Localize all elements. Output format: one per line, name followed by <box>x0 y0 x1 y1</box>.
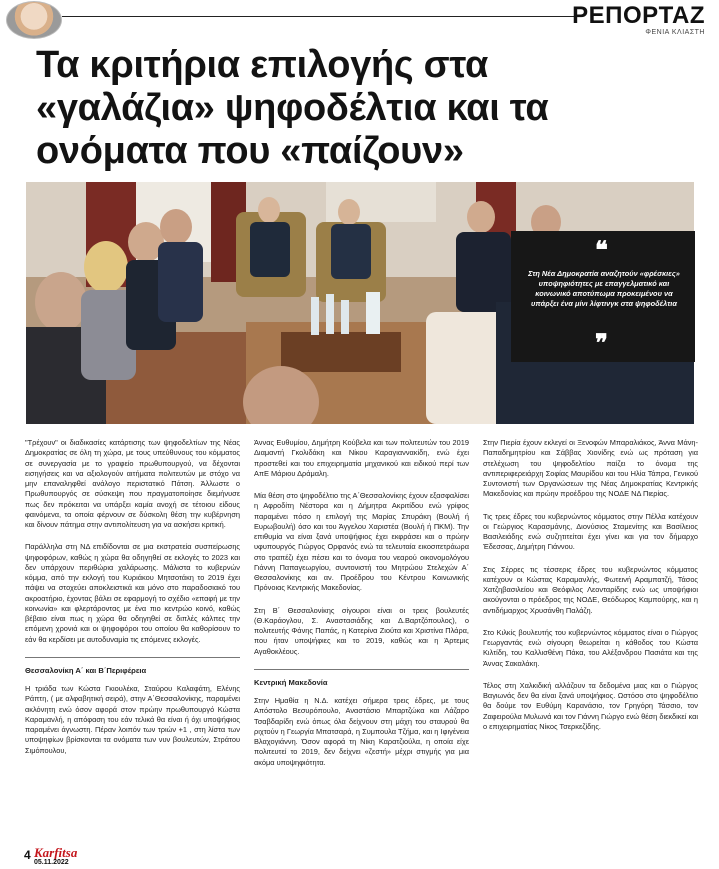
paragraph: Άννας Ευθυμίου, Δημήτρη Κούβελα και των πολιτευτών του 2019 Διαμαντή Γκολιδάκη και Νίκου Καραγιαννακίδη, ενώ έχει προστεθεί και του επιχειρηματία μηχανικού και ειδικού περί των ΑπΕ Μάριου Δράμαλη. <box>254 438 469 478</box>
paragraph: Παράλληλα στη ΝΔ επιδίδονται σε μια εκστρατεία συσπείρωσης ψηφοφόρων, καθώς η χώρα θα οδηγηθεί σε εκλογές το 2023 και δεν υπάρχουν περιθώρια χαλάρωσης. Μάλιστα το κυβερνών κόμμα, από την εκλογή του Κυριάκου Μητσοτάκη το 2019 έχει πάψει να στοχεύει αποκλειστικά και μόνο στο παραδοσιακό του ακροατήριο, έχοντας βάλει σε εφαρμογή το σχέδιο «επαφή με την κοινωνία» και φλερτάροντας με ένα πιο κεντρώο κοινό, καθώς βέβαιο είναι πως η χώρα θα οδηγηθεί σε διπλές κάλπες την επόμενη χρονιά και οι ψηφοφόροι του οποίου θα καθορίσουν το εάν θα κερδίσει με αυτοδυναμία τις επόμενες εκλογές. <box>25 542 240 644</box>
subhead: Κεντρική Μακεδονία <box>254 677 328 687</box>
article-column-3 <box>483 438 698 744</box>
publication-logo: Karfitsa <box>34 845 78 860</box>
pull-quote <box>511 231 695 362</box>
author-byline: ΦΕΝΙΑ ΚΛΙΑΣΤΗ <box>645 29 705 36</box>
issue-date: 05.11.2022 <box>34 859 69 866</box>
paragraph: Η τριάδα των Κώστα Γκιουλέκα, Σταύρου Καλαφάτη, Ελένης Ράπτη, ( με αλφαβητική σειρά), στην Α΄Θεσσαλονίκης, παραμένει ακλόνητη ενώ όσον αφορά στον πρώην πρωθυπουργό Κώστα Καραμανλή, η απόφαση του εάν τελικά θα είναι ή όχι υποψήφιος παραμένει άγνωστη. Πέραν λοιπόν των τριών +1 , στη λίστα των υποψηφίων βρίσκονται τα ονόματα των νυν βουλευτών, Στράτου Σιμόπουλου, <box>25 684 240 755</box>
author-avatar <box>6 1 62 39</box>
paragraph: Στην Πιερία έχουν εκλεγεί οι Ξενοφών Μπαραλιάκος, Άννα Μάνη-Παπαδημητρίου και Σάββας Χιονίδης ενώ ως πρόταση για στελέχωση του ψηφοδελτίου παίζει το όνομα της αντιπεριφερειάρχη Σοφίας Μαυρίδου και του Ηλία Τάπρα, Γενικού Συντονιστή των Οργανώσεων της Νέας Δημοκρατίας Κεντρικής Μακεδονίας και πρώην προέδρου της ΝΟΔΕ ΝΔ Πιερίας. <box>483 438 698 499</box>
article-column-1 <box>25 438 240 768</box>
quote-close-icon: ❞ <box>595 330 608 357</box>
page-number: 4 <box>24 848 31 862</box>
paragraph: Τέλος στη Χαλκιδική αλλάζουν τα δεδομένα μιας και ο Γιώργος Βαγιωνάς δεν θα είναι ξανά υποψήφιος. Ωστόσο στο ψηφοδέλτιο θα δούμε τον Ευθύμη Καρανάσιο, τον Γρηγόρη Τάσσιο, τον Ζαφειρούλα Μυλωνά και τον Γιάννη Γιώργο ενώ θέση διεκδικεί και ο επιχειρηματίας Νίκος Τσερκεζίδης. <box>483 680 698 731</box>
pull-quote-text: Στη Νέα Δημοκρατία αναζητούν «φρέσκιες» υποψηφιότητες με επαγγελματικό και κοινωνικό αποτύπωμα προκειμένου να υπάρξει ένα μίνι λίφτινγκ στα ψηφοδέλτια <box>528 269 680 308</box>
paragraph: Μία θέση στο ψηφοδέλτιο της Α΄Θεσσαλονίκης έχουν εξασφαλίσει η Αφροδίτη Νέστορα και η Δήμητρα Ακριτίδου ενώ γρίφος παραμένει πόσο η επιλογή της Μαρίας Σπυράκη (Βουλή ή Ευρωβουλή) όσο και του Άγγελου Χαριστέα (Βουλή ή ΠΚΜ). Την επιθυμία να είναι ξανά υποψήφιος έχει εκφράσει και ο πρώην υφυπουργός Γιώργος Ορφανός ενώ τα τελευταία εικοσιτετράωρα στο τραπέζι έχει πέσει και το όνομα του νεαρού οικονομολόγου Γιάννη Παπαγεωργίου, συντονιστή του Μητρώου Στελεχών Α΄ Θεσσαλονίκης και αν. Προέδρου του Κέντρου Κοινωνικής Πρόνοιας Κεντρικής Μακεδονίας. <box>254 491 469 593</box>
header-rule <box>62 16 574 17</box>
paragraph: Στο Κιλκίς βουλευτής του κυβερνώντος κόμματος είναι ο Γιώργος Γεωργαντάς ενώ σίγουρη θεωρείται η κάθοδος του Κώστα Κιλτίδη, του Καλλισθένη Πάκα, του Αλέξανδρου Πασιάτα και της Άννας Σακαλάκη. <box>483 627 698 668</box>
paragraph: "Τρέχουν" οι διαδικασίες κατάρτισης των ψηφοδελτίων της Νέας Δημοκρατίας σε όλη τη χώρα, με τους υπεύθυνους του κόμματος σε συνεργασία με το γραφείο πρωθυπουργού, να δέχονται εισηγήσεις και να αξιολογούν αιτήματα πολιτευτών με στόχο να μην επαναληφθεί ανάλογο περιστατικό Πάτση. Άλλωστε ο Πρωθυπουργός σε σύσκεψη που πραγματοποίησε διεμήνυσε πως δεν πρόκειται να υπάρξει καμία ανοχή σε τέτοιου είδους φαινόμενα, τα οποία φέρνουν σε δύσκολη θέση την κυβέρνηση και δίνουν πάτημα στην αντιπολίτευση για να ασκήσει κριτική. <box>25 438 240 529</box>
subhead-rule <box>25 657 240 658</box>
paragraph: Στις Σέρρες τις τέσσερις έδρες του κυβερνώντος κόμματος κατέχουν οι Κώστας Καραμανλής, Φωτεινή Αραμπατζή, Τάσος Χατζηβασιλείου και Θεόφιλος Λεονταρίδης ενώ ως υποψήφιοι ακούγονται ο πρόεδρος της ΝΟΔΕ, Θεόδωρος Καμπούρης, και η αντιδήμαρχος Χρυσάνθη Παλάζη. <box>483 564 698 615</box>
paragraph: Στη Β΄ Θεσσαλονίκης σίγουροι είναι οι τρεις βουλευτές (Θ.Καράογλου, Σ. Αναστασιάδης και Δ.Βαρτζόπουλος), ο πολιτευτής Φάνης Παπάς, η Κατερίνα Ζιούτα και Χριστίνα Πλάρα, που ήταν υποψήφιες και το 2019, καθώς και η Άρτεμις Αγαθοκλέους. <box>254 605 469 656</box>
paragraph: Στην Ημαθία η Ν.Δ. κατέχει σήμερα τρεις έδρες, με τους Απόστολο Βεσυρόπουλο, Αναστάσιο Μπαρτζώκα και Λάζαρο Τσαβδαρίδη ενώ όπως όλα δείχνουν στη μάχη του σταυρού θα ριχτούν η Γεωργία Μπατσαρά, η Συμπουλα Τζήμα, και η Ιφιγένεια Βλαχογιάννη. Όσον αφορά τη Νίκη Καρατζιούλα, η οποία είχε πολιτευτεί το 2019, δεν δείχνει «ζεστή» μέχρι στιγμής για μια ακόμα υποψηφιότητα. <box>254 696 469 767</box>
paragraph: Τις τρεις έδρες του κυβερνώντος κόμματος στην Πέλλα κατέχουν οι Γεώργιος Καρασμάνης, Διονύσιος Σταμενίτης και Βασίλειος Βασιλειάδης ενώ συζητιτείται έχει γίνει και για τον δήμαρχο Έδεσσας, Δημήτρη Γιάννου. <box>483 511 698 552</box>
subhead-rule <box>254 669 469 670</box>
quote-open-icon: ❝ <box>595 237 608 264</box>
section-label: ΡΕΠΟΡΤΑΖ <box>572 2 705 29</box>
headline: Τα κριτήρια επιλογής στα «γαλάζια» ψηφοδέλτια και τα ονόματα που «παίζουν» <box>36 44 549 172</box>
article-column-2 <box>254 438 469 780</box>
subhead: Θεσσαλονίκη Α΄ και Β΄Περιφέρεια <box>25 665 147 675</box>
